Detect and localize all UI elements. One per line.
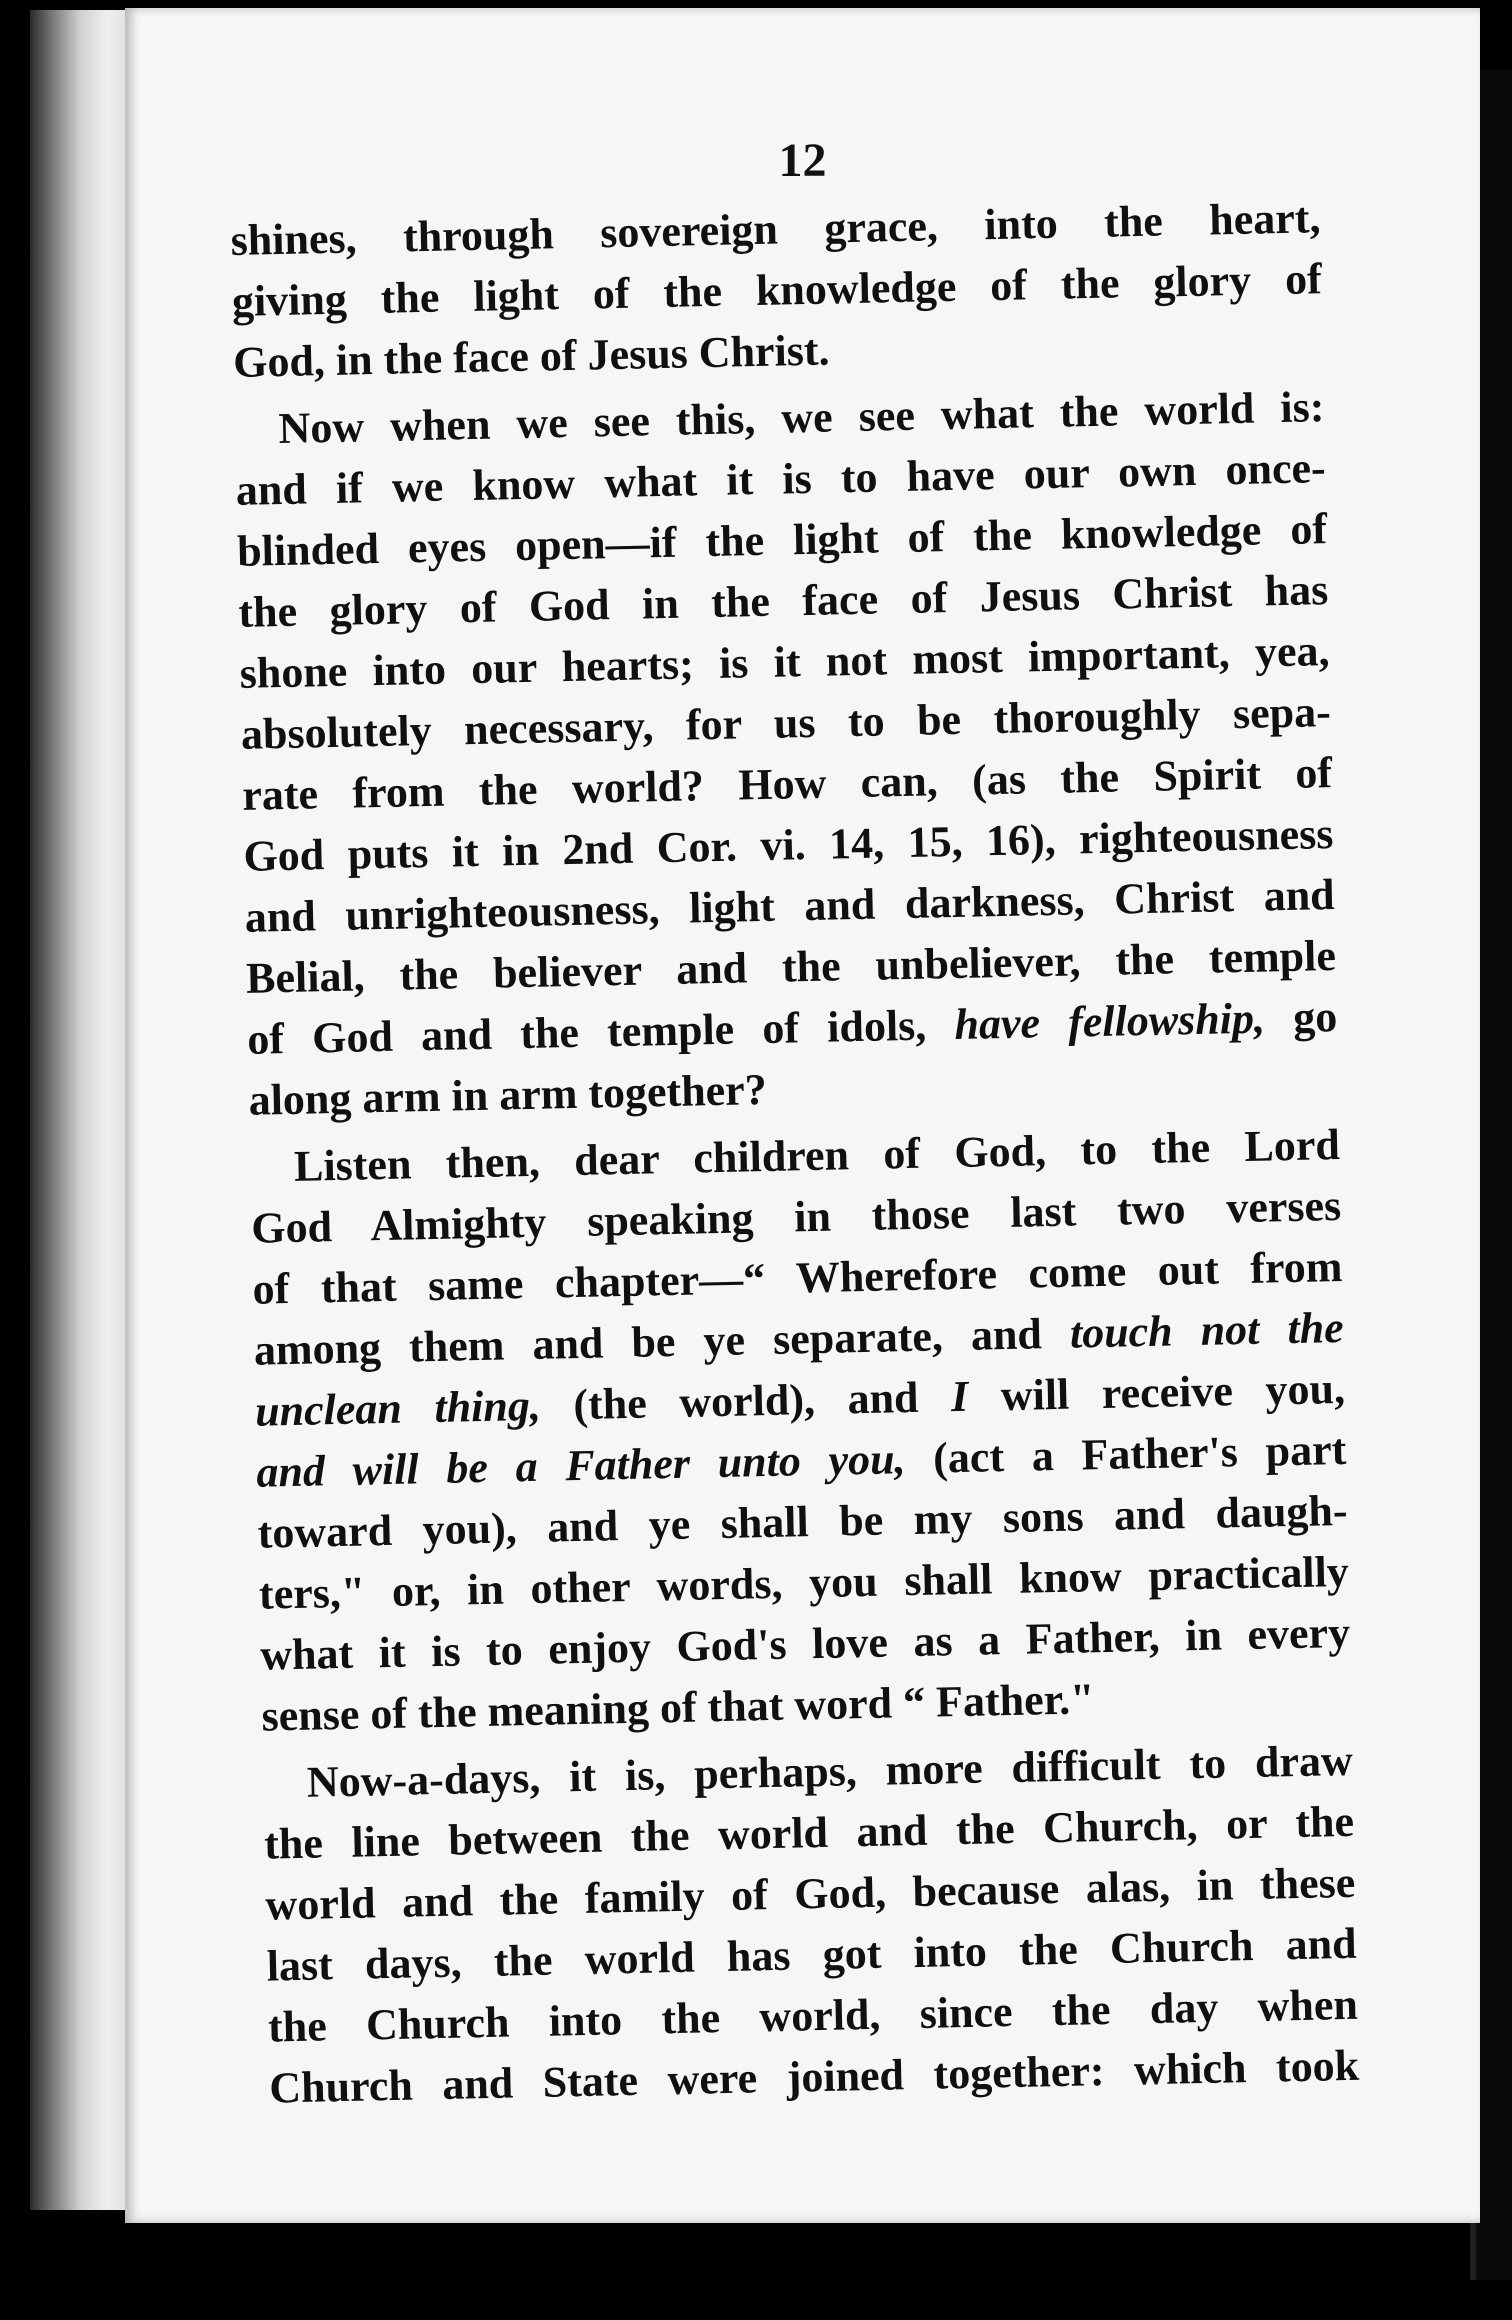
italic-text-run: and will be a Father unto you, xyxy=(255,1434,907,1497)
text-line: the glory of God in the face of Jesus Christ has xyxy=(237,565,1329,637)
text-run: (the world), and xyxy=(540,1372,952,1430)
text-line: the Church into the world, since the day when xyxy=(267,1979,1359,2052)
text-run: of God and the temple of idols, xyxy=(246,1000,955,1064)
book-spine xyxy=(30,10,140,2210)
italic-text-run: I xyxy=(950,1371,969,1422)
text-line: Now-a-days, it is, perhaps, more difficult to draw xyxy=(306,1735,1354,1807)
text-line: shines, through sovereign grace, into the heart, xyxy=(230,193,1321,265)
italic-text-run: touch not the xyxy=(1069,1302,1345,1358)
text-run: go xyxy=(1264,991,1338,1043)
text-line: last days, the world has got into the Church and xyxy=(266,1918,1358,1991)
text-run: will receive you, xyxy=(967,1363,1346,1421)
text-line: along arm in arm together? xyxy=(248,1064,768,1125)
text-line: of that same chapter—“ Wherefore come out from xyxy=(252,1241,1343,1314)
text-line: toward you), and ye shall be my sons and daugh- xyxy=(257,1485,1348,1558)
text-line: and unrighteousness, light and darkness, Christ and xyxy=(244,870,1336,942)
text-line: ters," or, in other words, you shall know practically xyxy=(258,1546,1350,1619)
text-line: and if we know what it is to have our own once- xyxy=(235,443,1327,515)
body-text xyxy=(230,187,1360,2118)
text-line: God, in the face of Jesus Christ. xyxy=(232,325,831,387)
text-line: Now when we see this, we see what the world is: xyxy=(278,382,1325,454)
text-line: absolutely necessary, for us to be thoroughly sepa- xyxy=(240,687,1332,759)
text-line: God puts it in 2nd Cor. vi. 14, 15, 16), righteousness xyxy=(243,809,1334,881)
text-run: among them and be ye separate, and xyxy=(253,1308,1071,1375)
text-line: what it is to enjoy God's love as a Father, in every xyxy=(259,1607,1351,1680)
text-line: blinded eyes open—if the light of the knowledge of xyxy=(236,504,1328,576)
italic-text-run: have fellowship, xyxy=(953,993,1266,1050)
page-number: 12 xyxy=(778,134,827,187)
text-line: Church and State were joined together: which took xyxy=(268,2040,1360,2113)
text-line: shone into our hearts; is it not most important, yea, xyxy=(239,626,1330,698)
text-line: world and the family of God, because alas, in these xyxy=(264,1857,1356,1930)
text-run: (act a Father's part xyxy=(905,1424,1347,1484)
text-line: Listen then, dear children of God, to the Lord xyxy=(293,1119,1341,1191)
italic-text-run: unclean thing, xyxy=(254,1380,542,1436)
text-line: rate from the world? How can, (as the Spirit of xyxy=(241,748,1333,820)
text-line: God Almighty speaking in those last two verses xyxy=(250,1180,1342,1253)
text-line: giving the light of the knowledge of the glory of xyxy=(231,254,1323,326)
text-line: sense of the meaning of that word “ Father." xyxy=(261,1674,1095,1741)
text-line: the line between the world and the Church, or the xyxy=(263,1796,1355,1869)
text-line: Belial, the believer and the unbeliever, the temple xyxy=(245,931,1337,1003)
